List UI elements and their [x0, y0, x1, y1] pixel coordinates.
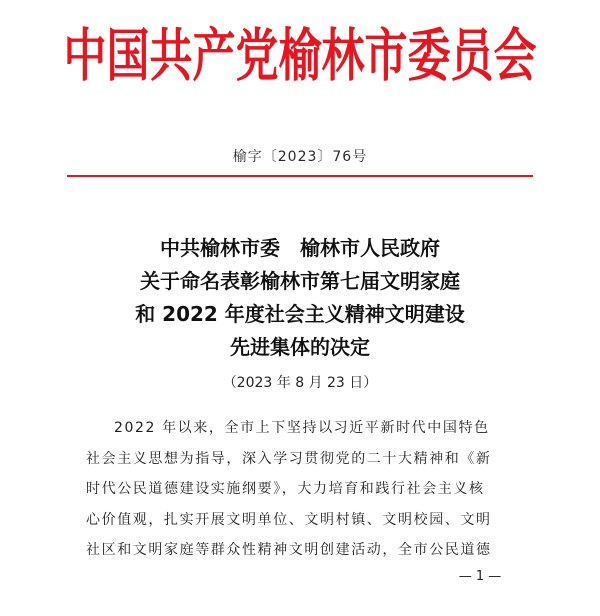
red-separator-line — [67, 175, 533, 177]
title-line: 和 2022 年度社会主义精神文明建设 — [135, 302, 465, 326]
body-line: 社区和文明家庭等群众性精神文明创建活动，全市公民道德 — [86, 542, 492, 558]
title-line: 中共榆林市委 榆林市人民政府 — [160, 236, 440, 260]
title-line: 关于命名表彰榆林市第七届文明家庭 — [140, 269, 460, 293]
title-line: 先进集体的决定 — [230, 335, 370, 359]
body-line: 时代公民道德建设实施纲要》，大力培育和践行社会主义核 — [86, 481, 485, 497]
document-date: （2023 年 8 月 23 日） — [222, 375, 378, 391]
body-paragraph — [86, 413, 524, 566]
body-line: 心价值观，扎实开展文明单位、文明村镇、文明校园、文明 — [86, 511, 492, 528]
document-title — [0, 232, 600, 364]
body-line: 社会主义思想为指导，深入学习贯彻党的二十大精神和《新 — [86, 450, 492, 467]
page-number: — 1 — — [458, 569, 502, 584]
document-number: 榆字〔2023〕76号 — [232, 149, 368, 165]
body-line: 2022 年以来，全市上下坚持以习近平新时代中国特色 — [114, 420, 490, 436]
issuer-red-header: 中国共产党榆林市委员会 — [63, 23, 537, 90]
